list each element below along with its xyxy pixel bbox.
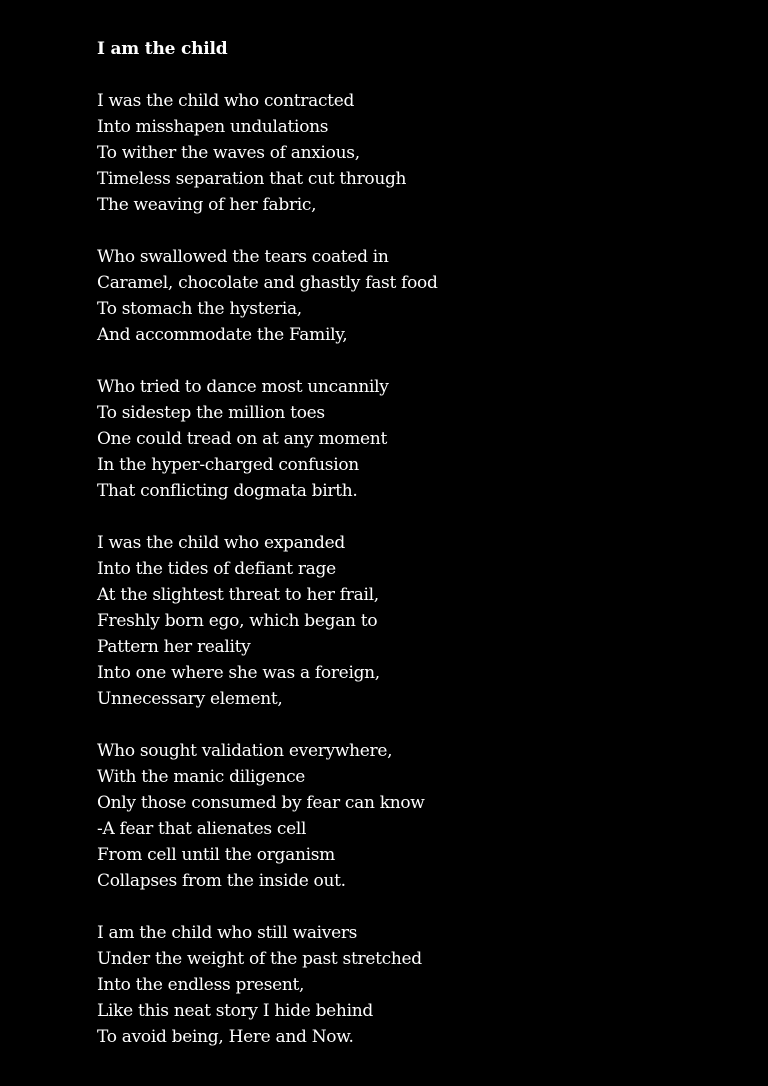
poem-page [97,36,737,1076]
poem-line: Into one where she was a foreign, [97,663,380,683]
poem-line: Into misshapen undulations [97,117,329,137]
stanza-2 [97,244,737,348]
poem-line: Caramel, chocolate and ghastly fast food [97,273,438,293]
stanza-3 [97,374,737,504]
poem-line: One could tread on at any moment [97,429,387,449]
poem-line: -A fear that alienates cell [97,819,307,839]
poem-line: Pattern her reality [97,637,251,657]
stanza-6 [97,920,737,1050]
poem-line: To sidestep the million toes [97,403,325,423]
poem-line: Unnecessary element, [97,689,283,709]
poem-line: Into the endless present, [97,975,305,995]
poem-line: Timeless separation that cut through [97,169,407,189]
stanza-1 [97,88,737,218]
poem-line: Who sought validation everywhere, [97,741,393,761]
poem-line: I was the child who expanded [97,533,345,553]
poem-line: Under the weight of the past stretched [97,949,422,969]
stanza-4 [97,530,737,712]
poem-line: At the slightest threat to her frail, [97,585,379,605]
poem-title: I am the child [97,39,228,59]
poem-line: From cell until the organism [97,845,336,865]
poem-line: With the manic diligence [97,767,306,787]
poem-line: That conflicting dogmata birth. [97,481,358,501]
poem-line: The weaving of her fabric, [97,195,317,215]
stanza-5 [97,738,737,894]
poem-line: I am the child who still waivers [97,923,358,943]
poem-line: To wither the waves of anxious, [97,143,360,163]
poem-line: Freshly born ego, which began to [97,611,378,631]
poem-line: Who swallowed the tears coated in [97,247,389,267]
poem-line: In the hyper-charged confusion [97,455,359,475]
poem-line: Who tried to dance most uncannily [97,377,389,397]
poem-line: And accommodate the Family, [97,325,348,345]
poem-line: To avoid being, Here and Now. [97,1027,354,1047]
poem-line: I was the child who contracted [97,91,355,111]
poem-line: Only those consumed by fear can know [97,793,425,813]
poem-line: To stomach the hysteria, [97,299,302,319]
poem-line: Collapses from the inside out. [97,871,346,891]
poem-line: Like this neat story I hide behind [97,1001,373,1021]
poem-line: Into the tides of defiant rage [97,559,336,579]
